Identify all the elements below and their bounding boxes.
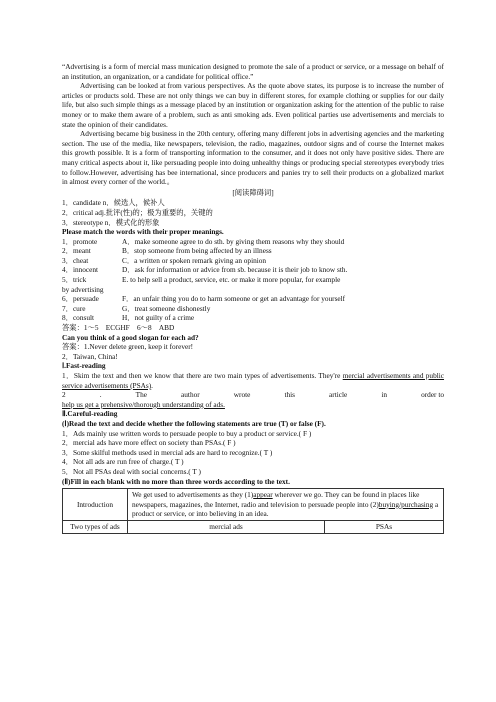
tf-item: 5．Not all PSAs deal with social concerns.( T ) [62, 466, 201, 476]
slogan-answer-2: 2．Taiwan, China! [62, 351, 118, 361]
fast-reading-q1: 1．Skim the text and then we know that there are two main types of advertisements. They're mercial advertisements and public service advertisements (PSAs). [62, 371, 445, 390]
vocab-item: 1．candidate n．候选人，候补人 [62, 198, 165, 208]
tf-item: 2．mercial ads have more effect on society than PSAs.( F ) [62, 438, 236, 448]
tf-item: 3．Some skilful methods used in mercial ads are hard to recognize.( T ) [62, 447, 273, 457]
match-answer: 答案：1～5 ECGHF 6～8 ABD [62, 323, 175, 333]
table-row [63, 489, 444, 521]
table-cell-types-label: Two types of ads [63, 520, 128, 533]
match-row: 1．promote A．make someone agree to do sth. by giving them reasons why they should [62, 236, 345, 246]
match-row: 3．cheat C．a written or spoken remark giving an opinion [62, 255, 267, 265]
match-row: 5．trick E. to help sell a product, service, etc. or make it more popular, for example [62, 275, 341, 285]
match-row: 6．persuade F．an unfair thing you do to harm someone or get an advantage for yourself [62, 294, 346, 304]
tf-item: 1．Ads mainly use written words to persuade people to buy a product or service.( F ) [62, 428, 312, 438]
match-row: 2．meant B．stop someone from being affected by an illness [62, 246, 272, 256]
paragraph-1: Advertising can be looked at from various perspectives. As the quote above states, its purpose is to increase the number of articles or products sold. These are not only things we can buy in different stores, for example clothing or supplies for our daily life, but also such simple things as a message placed by an institution or organization asking for the attention of the public to raise money or to make them aware of a problem, such as anti smoking ads. Even political parties use advertisements and mercials to state the opinion of their candidates. [62, 81, 444, 129]
fast-reading-q2: 2 . The author wrote this article in order to [62, 390, 444, 400]
match-instructions: Please match the words with their proper meanings. [62, 227, 224, 237]
quote-paragraph: “Advertising is a form of mercial mass munication designed to promote the sale of a product or service, or a message on behalf of an institution, an organization, or a candidate for political office.” [62, 62, 444, 81]
table-row [63, 520, 444, 533]
slogan-question: Can you think of a good slogan for each ad? [62, 332, 199, 342]
fill-table [62, 488, 444, 533]
match-row: 8．consult H．not guilty of a crime [62, 313, 195, 323]
vocab-item: 3．stereotype n．模式化的形象 [62, 217, 160, 227]
careful-reading-heading: Ⅱ.Careful-reading [62, 409, 118, 419]
table-cell-introduction-label: Introduction [63, 489, 128, 521]
careful-reading-part1: (Ⅰ)Read the text and decide whether the following statements are true (T) or false (F). [62, 418, 326, 428]
vocab-item: 2．critical adj.批评(性)的；极为重要的，关键的 [62, 207, 213, 217]
match-row-continued: by advertising [62, 284, 104, 294]
slogan-answer-1: 答案：1.Never delete green, keep it forever! [62, 342, 194, 352]
careful-reading-part2: (Ⅱ)Fill in each blank with no more than three words according to the text. [62, 476, 290, 486]
match-row: 7．cure G．treat someone dishonestly [62, 303, 211, 313]
match-row: 4．innocent D．ask for information or advice from sb. because it is their job to know sth. [62, 265, 348, 275]
section-heading-reading-words: [阅读障碍词] [232, 187, 274, 197]
paragraph-2: Advertising became big business in the 20th century, offering many different jobs in advertising agencies and the marketing section. The use of the media, like newspapers, television, the radio, magazines, outdoor signs and of course the Internet makes this growth possible. It is a form of transporting information to the consumer, and it does not only have positive sides. There are many critical aspects about it, like persuading people into doing unhealthy things or producing special stereotypes everybody tries to follow.However, advertising has bee international, since producers and panies try to sell their products on a globalized market in almost every corner of the world.。 [62, 129, 444, 187]
table-cell-psas: PSAs [325, 520, 444, 533]
fast-reading-q2-answer: help us get a prehensive/thorough understanding of ads. [62, 399, 225, 409]
fast-reading-heading: Ⅰ.Fast-reading [62, 361, 106, 371]
table-cell-commercial-ads: mercial ads [128, 520, 325, 533]
table-cell-introduction-text: We get used to advertisements as they (1)appear wherever we go. They can be found in places like newspapers, magazines, the Internet, radio and television to persuade people into (2)buying/purchasing a product or service, or into believing in an idea. [128, 489, 444, 521]
tf-item: 4．Not all ads are run free of charge.( T ) [62, 457, 184, 467]
